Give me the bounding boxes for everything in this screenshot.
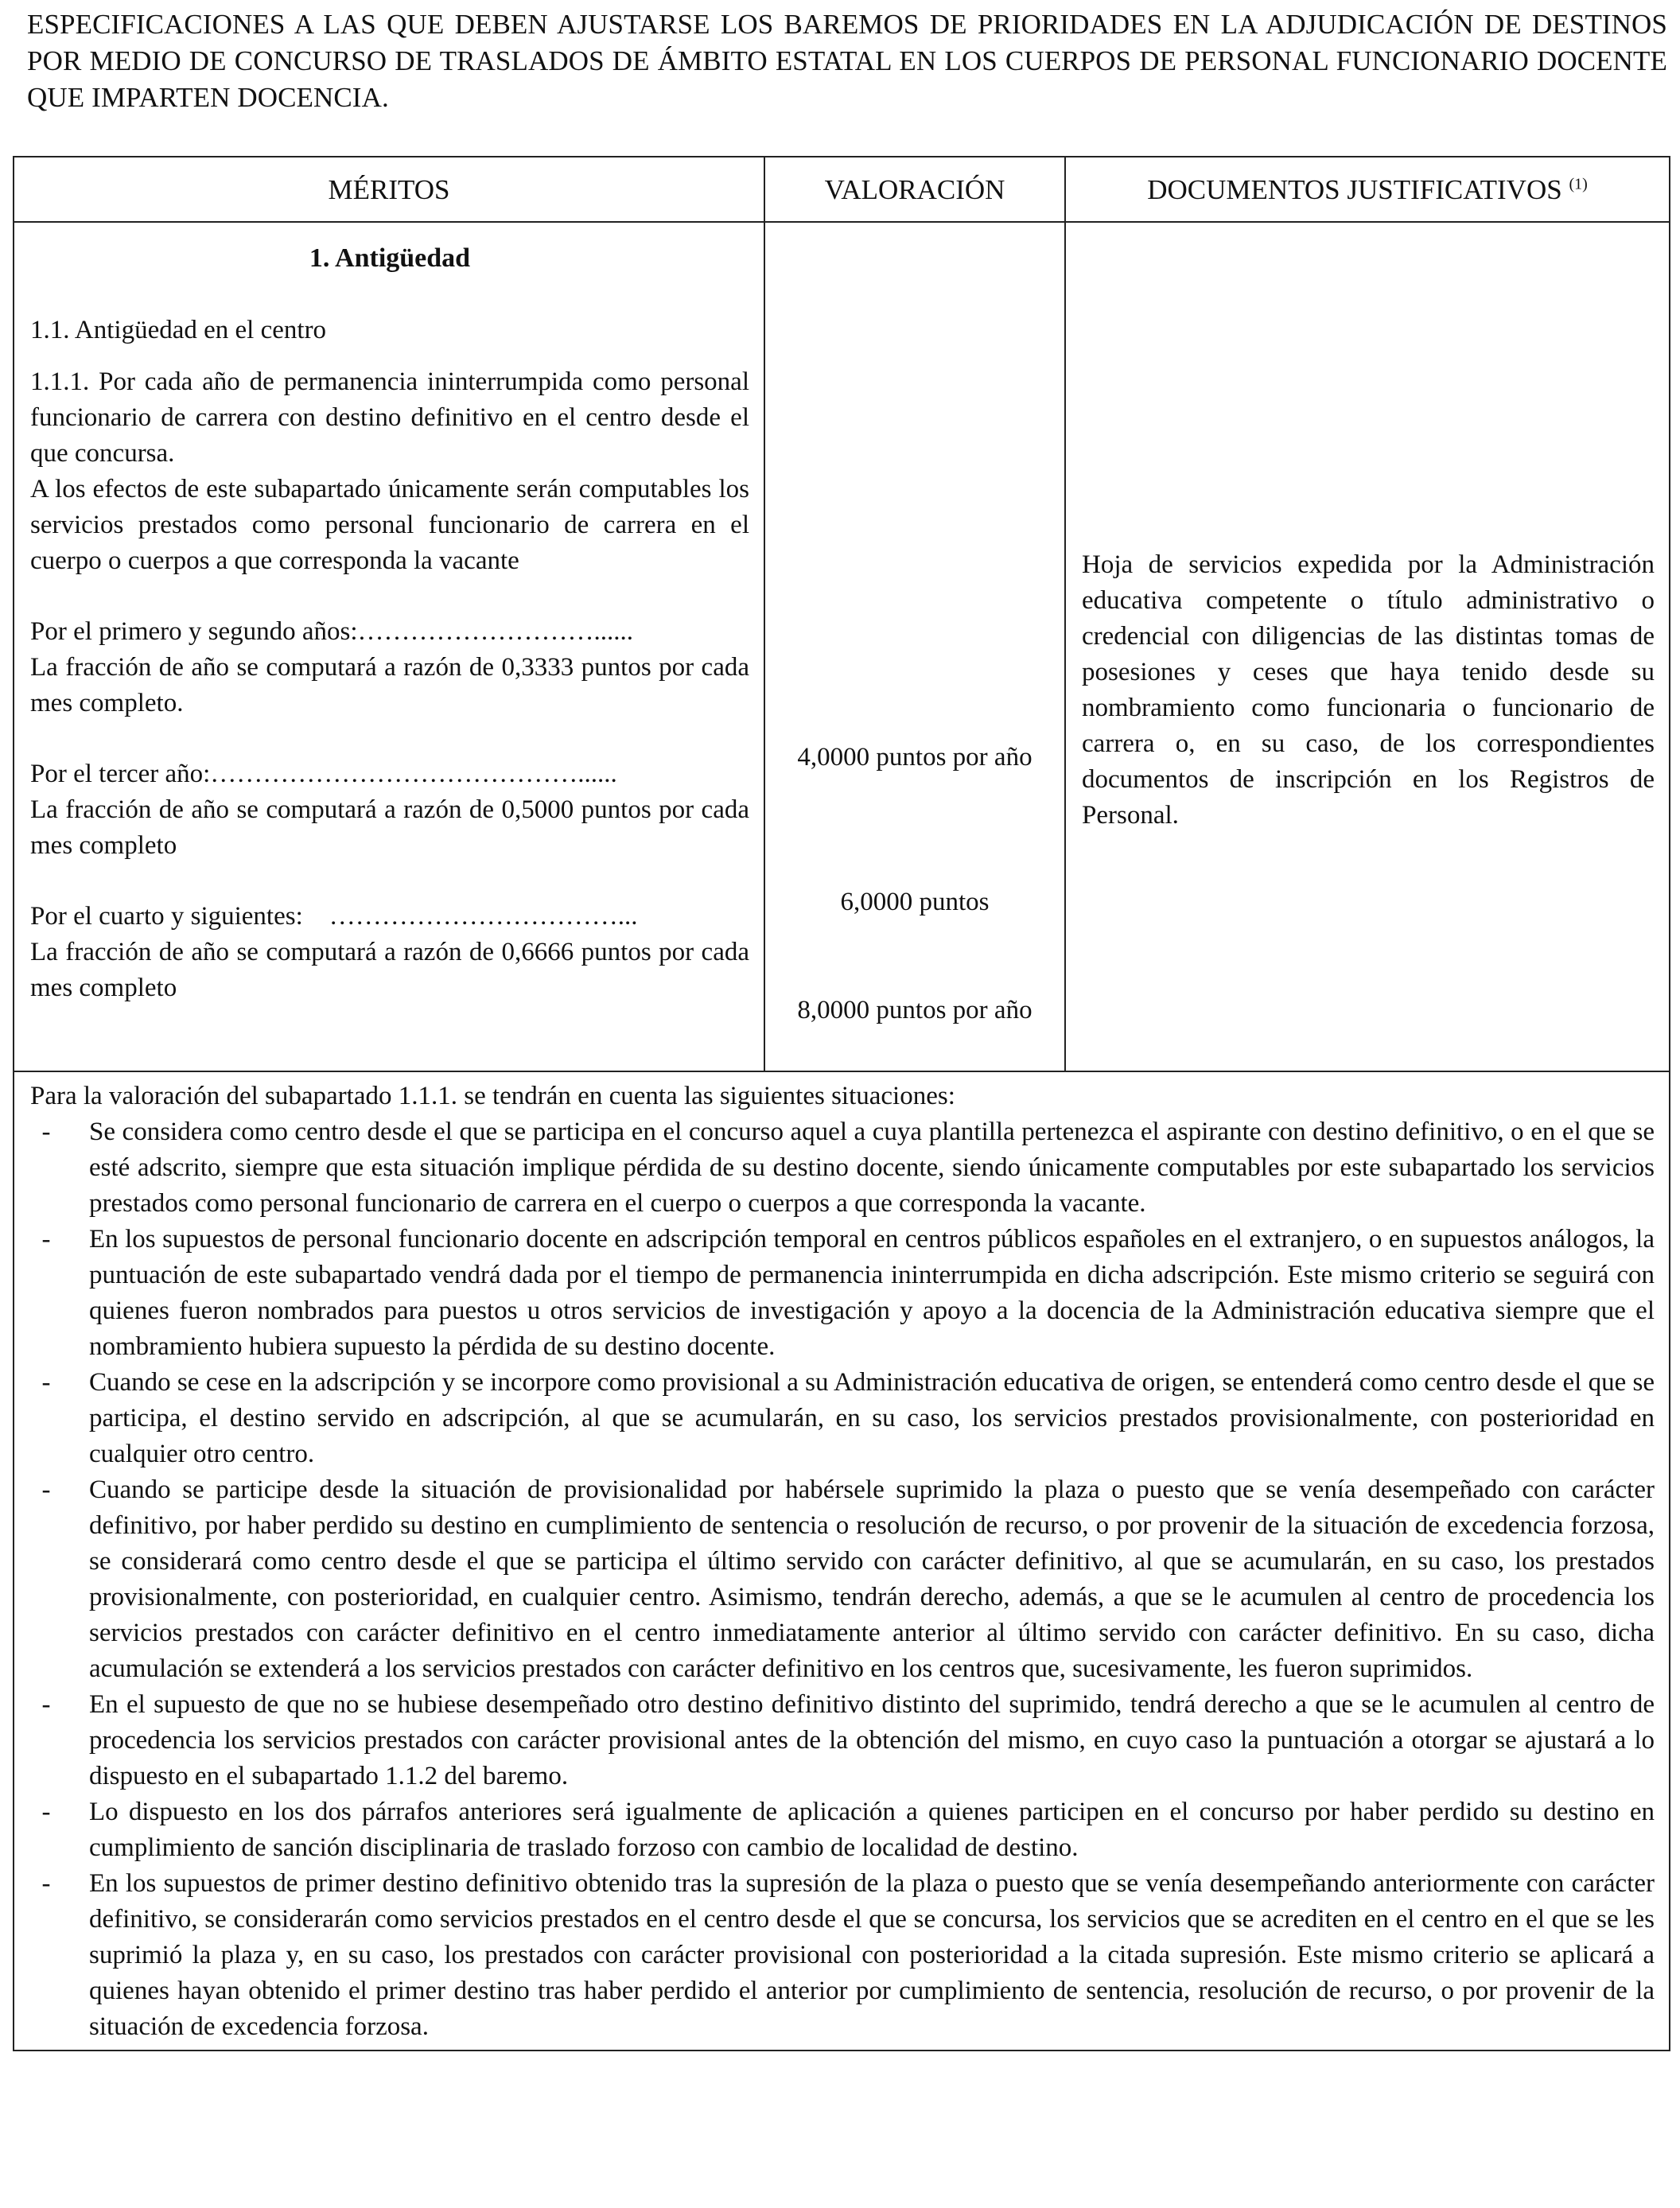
value-third-year: 6,0000 puntos: [840, 888, 990, 916]
document-title: ESPECIFICACIONES A LAS QUE DEBEN AJUSTARSE LOS BAREMOS DE PRIORIDADES EN LA ADJUDICACIÓN DE DESTINOS POR MEDIO DE CONCURSO DE TRASLADOS DE ÁMBITO ESTATAL EN LOS CUERPOS DE PERSONAL FUNCIONARIO DOCENTE QUE IMPARTEN DOCENCIA.: [27, 9, 1667, 113]
table-header-row: [14, 157, 1670, 222]
section-row-antiguedad: [14, 222, 1670, 1071]
bullet-dash: -: [41, 1869, 51, 1898]
documents-cell: [1065, 222, 1670, 1071]
value-fourth-year: 8,0000 puntos por año: [797, 996, 1032, 1024]
bullet-dash: -: [41, 1118, 51, 1146]
bullet-dash: -: [41, 1368, 51, 1397]
list-item-text: En los supuestos de personal funcionario docente en adscripción temporal en centros públicos españoles en el extranjero, o en supuestos análogos, la puntuación de este subapartado vendrá dada por el tiempo de permanencia ininterrumpida en dicha adscripción. Este mismo criterio se seguirá con quienes fueron nombrados para puestos u otros servicios de investigación y apoyo a la docencia de la Administración educativa siempre que el nombramiento hubiera supuesto la pérdida de su destino docente.: [89, 1225, 1655, 1361]
valuation-cell: [764, 222, 1065, 1071]
merits-table: [13, 156, 1670, 2051]
row-label-third-year: Por el tercer año:……………………………………......: [30, 760, 617, 788]
item-description: 1.1.1. Por cada año de permanencia ininterrumpida como personal funcionario de carrera con destino definitivo en el centro desde el que concursa.: [30, 367, 749, 468]
list-item-text: En los supuestos de primer destino definitivo obtenido tras la supresión de la plaza o puesto que se venía desempeñando anteriormente con carácter definitivo, se considerarán como servicios prestados en el centro desde el que se concursa, los servicios que se acrediten en el centro en el que se les suprimió la plaza y, en su caso, los prestados con carácter provisional con posterioridad a la citada supresión. Este mismo criterio se aplicará a quienes hayan obtenido el primer destino tras haber perdido el anterior por cumplimiento de sentencia, resolución de recurso, o por provenir de la situación de excedencia forzosa.: [89, 1869, 1655, 2041]
list-item: [30, 1687, 1655, 1794]
bullet-dash: -: [41, 1225, 51, 1254]
list-item: [30, 1866, 1655, 2045]
row-fraction-first-second-years: La fracción de año se computará a razón de 0,3333 puntos por cada mes completo.: [30, 653, 749, 717]
item-note: A los efectos de este subapartado únicamente serán computables los servicios prestados como personal funcionario de carrera en el cuerpo o cuerpos a que corresponda la vacante: [30, 475, 749, 575]
bullet-dash: -: [41, 1475, 51, 1504]
bullet-dash: -: [41, 1690, 51, 1719]
notes-cell: [14, 1071, 1670, 2051]
list-item-text: Lo dispuesto en los dos párrafos anteriores será igualmente de aplicación a quienes participen en el concurso por haber perdido su destino en cumplimiento de sanción disciplinaria de traslado forzoso con cambio de localidad de destino.: [89, 1798, 1655, 1862]
list-item-text: Cuando se cese en la adscripción y se incorpore como provisional a su Administración educativa de origen, se entenderá como centro desde el que se participa, el destino servido en adscripción, al que se acumularán, en su caso, los servicios prestados provisionalmente, con posterioridad en cualquier otro centro.: [89, 1368, 1655, 1468]
section-title: 1. Antigüedad: [309, 243, 471, 273]
row-label-first-second-years: Por el primero y segundo años:………………………......: [30, 617, 634, 646]
list-item-text: Se considera como centro desde el que se participa en el concurso aquel a cuya plantilla pertenezca el aspirante con destino definitivo, o en el que se esté adscrito, siempre que esta situación implique pérdida de su destino docente, siendo únicamente computables por este subapartado los servicios prestados como personal funcionario de carrera en el cuerpo o cuerpos a que corresponda la vacante.: [89, 1118, 1655, 1218]
list-item: [30, 1114, 1655, 1222]
column-header-merits: MÉRITOS: [14, 157, 764, 222]
list-item: [30, 1365, 1655, 1472]
list-item: [30, 1472, 1655, 1687]
list-item-text: Cuando se participe desde la situación de provisionalidad por habérsele suprimido la plaza o puesto que se venía desempeñado con carácter definitivo, por haber perdido su destino en cumplimiento de sentencia o resolución de recurso, o por provenir de la situación de excedencia forzosa, se considerará como centro desde el que se participa el último servido con carácter definitivo, al que se acumularán, en su caso, los prestados provisionalmente, con posterioridad, en cualquier centro. Asimismo, tendrán derecho, además, a que se le acumulen al centro de procedencia los servicios prestados con carácter definitivo en el centro inmediatamente anterior al último servido con carácter definitivo. En su caso, dicha acumulación se extenderá a los servicios prestados con carácter definitivo en los centros que, sucesivamente, les fueron suprimidos.: [89, 1475, 1655, 1683]
column-header-documents-label: DOCUMENTOS JUSTIFICATIVOS: [1147, 173, 1562, 205]
column-header-valuation: VALORACIÓN: [764, 157, 1065, 222]
column-header-documents: [1065, 157, 1670, 222]
row-fraction-fourth-year: La fracción de año se computará a razón de 0,6666 puntos por cada mes completo: [30, 938, 749, 1002]
list-item: [30, 1794, 1655, 1866]
list-item-text: En el supuesto de que no se hubiese desempeñado otro destino definitivo distinto del suprimido, tendrá derecho a que se le acumulen al centro de procedencia los servicios prestados con carácter provisional antes de la obtención del mismo, en cuyo caso la puntuación a otorgar se ajustará a lo dispuesto en el subapartado 1.1.2 del baremo.: [89, 1690, 1655, 1790]
list-item: [30, 1222, 1655, 1365]
merits-cell: [14, 222, 764, 1071]
bullet-dash: -: [41, 1798, 51, 1826]
notes-intro: Para la valoración del subapartado 1.1.1. se tendrán en cuenta las siguientes situaciones:: [30, 1082, 955, 1110]
value-first-second-years: 4,0000 puntos por año: [797, 743, 1032, 772]
documents-description: Hoja de servicios expedida por la Administración educativa competente o título administrativo o credencial con diligencias de las distintas tomas de posesiones y ceses que haya tenido desde su nombramiento como funcionaria o funcionario de carrera o, en su caso, de los correspondientes documentos de inscripción en los Registros de Personal.: [1082, 550, 1655, 830]
footnote-marker: (1): [1569, 174, 1588, 192]
row-fraction-third-year: La fracción de año se computará a razón de 0,5000 puntos por cada mes completo: [30, 795, 749, 860]
row-label-fourth-year: Por el cuarto y siguientes: ……………………………...: [30, 902, 638, 931]
notes-row: [14, 1071, 1670, 2051]
subsection-title: 1.1. Antigüedad en el centro: [30, 316, 327, 344]
